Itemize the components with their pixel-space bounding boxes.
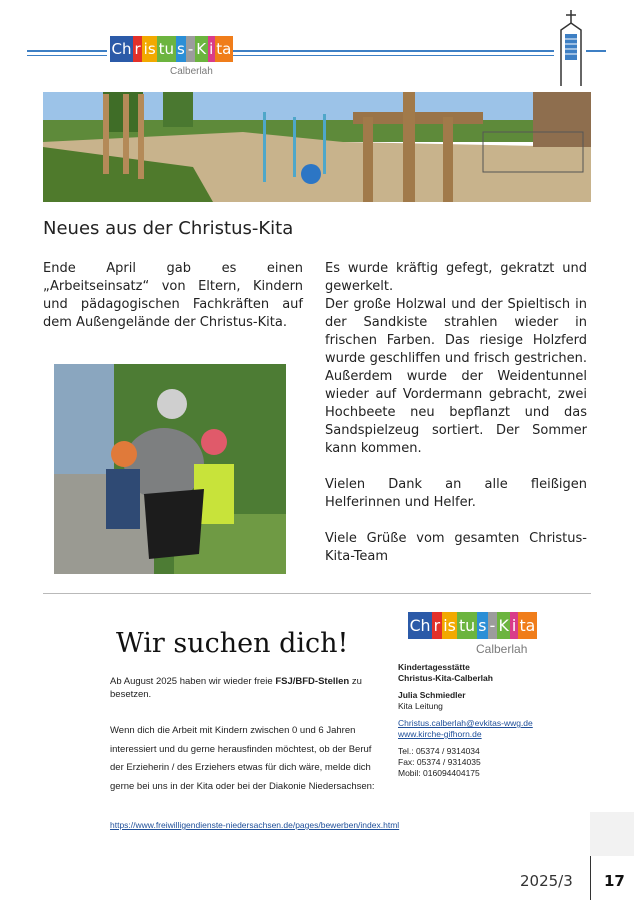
header-logo	[110, 36, 233, 62]
logo-letter-tile: -	[488, 612, 497, 639]
article-right-paragraph-4: Viele Grüße vom gesamten Christus-Kita-Team	[325, 531, 587, 564]
wanted-intro	[110, 675, 370, 701]
header-line-right	[220, 50, 554, 52]
logo-letter-tile: tu	[157, 36, 175, 62]
article-title: Neues aus der Christus-Kita	[43, 218, 294, 239]
article-right-paragraph-2: Der große Holzwal und der Spieltisch in der Sandkiste strahlen wieder in frischen Farben. Das riesige Holzferd wurde geschliffen und frisch gestrichen. Außerdem wurde der Weidentunnel wieder auf Vordermann gebracht, zwei Hochbeete neu bepflanzt und das Sandspielzeug sortiert. Der Sommer kann kommen.	[325, 297, 587, 456]
logo-letter-tile: r	[432, 612, 442, 639]
wanted-intro-bold: FSJ/BFD-Stellen	[275, 676, 350, 687]
article-right-paragraph-3: Vielen Dank an alle fleißigen Helferinnen und Helfer.	[325, 477, 587, 510]
contact-org-line1: Kindertagesstätte	[398, 662, 470, 672]
logo-letter-tile: i	[208, 36, 215, 62]
logo-letter-tile: K	[195, 36, 208, 62]
contact-role: Kita Leitung	[398, 701, 443, 711]
logo-letter-tile: ta	[215, 36, 233, 62]
logo-letter-tile: is	[142, 36, 157, 62]
playground-photo	[43, 92, 591, 202]
logo-letter-tile: s	[477, 612, 488, 639]
application-link[interactable]: https://www.freiwilligendienste-niedersachsen.de/pages/bewerben/index.html	[110, 820, 400, 830]
logo-letter-tile: s	[176, 36, 187, 62]
page-corner	[590, 812, 634, 856]
header-line-right-2	[220, 55, 554, 56]
contact-tel: Tel.: 05374 / 9314034	[398, 746, 480, 756]
header-logo-subtitle: Calberlah	[170, 66, 213, 77]
article-left-paragraph: Ende April gab es einen „Arbeitseinsatz“ von Eltern, Kindern und pädagogischen Fachkräften auf dem Außengelände der Christus-Kita.	[43, 261, 303, 330]
wanted-intro-post: zu besetzen.	[110, 676, 362, 700]
logo-letter-tile: -	[186, 36, 194, 62]
logo-letter-tile: Ch	[408, 612, 432, 639]
logo-letter-tile: K	[497, 612, 510, 639]
header-line-left	[27, 50, 107, 52]
contact-logo	[408, 612, 537, 639]
contact-email-link[interactable]: Christus.calberlah@evkitas-wwg.de	[398, 718, 533, 728]
header-line-left-2	[27, 55, 107, 56]
contact-logo-subtitle: Calberlah	[476, 642, 528, 656]
logo-letter-tile: r	[133, 36, 142, 62]
wanted-title: Wir suchen dich!	[116, 628, 349, 659]
article-right-column	[325, 260, 587, 566]
contact-name: Julia Schmiedler	[398, 690, 466, 700]
contact-mobile: Mobil: 016094404175	[398, 768, 480, 778]
logo-letter-tile: i	[510, 612, 518, 639]
footer-separator	[590, 856, 591, 900]
article-right-paragraph-1: Es wurde kräftig gefegt, gekratzt und gewerkelt.	[325, 261, 587, 294]
volunteers-photo	[54, 364, 286, 574]
wanted-body: Wenn dich die Arbeit mit Kindern zwischen 0 und 6 Jahren interessiert und du gerne herausfinden möchtest, ob der Beruf der Erzieherin / des Erziehers etwas für dich wäre, melde dich gerne bei uns in der Kita oder bei der Diakonie Niedersachsen:	[110, 725, 375, 792]
contact-fax: Fax: 05374 / 9314035	[398, 757, 481, 767]
contact-website-link[interactable]: www.kirche-gifhorn.de	[398, 729, 482, 739]
logo-letter-tile: Ch	[110, 36, 133, 62]
logo-letter-tile: is	[442, 612, 458, 639]
church-icon	[558, 8, 584, 86]
section-divider	[43, 593, 591, 594]
logo-letter-tile: tu	[457, 612, 476, 639]
wanted-intro-pre: Ab August 2025 haben wir wieder freie	[110, 676, 276, 687]
article-left-column	[43, 260, 303, 332]
contact-org-line2: Christus-Kita-Calberlah	[398, 673, 493, 683]
logo-letter-tile: ta	[518, 612, 537, 639]
issue-number: 2025/3	[520, 872, 573, 890]
header-line-far-right	[586, 50, 606, 52]
page-number: 17	[604, 872, 625, 890]
